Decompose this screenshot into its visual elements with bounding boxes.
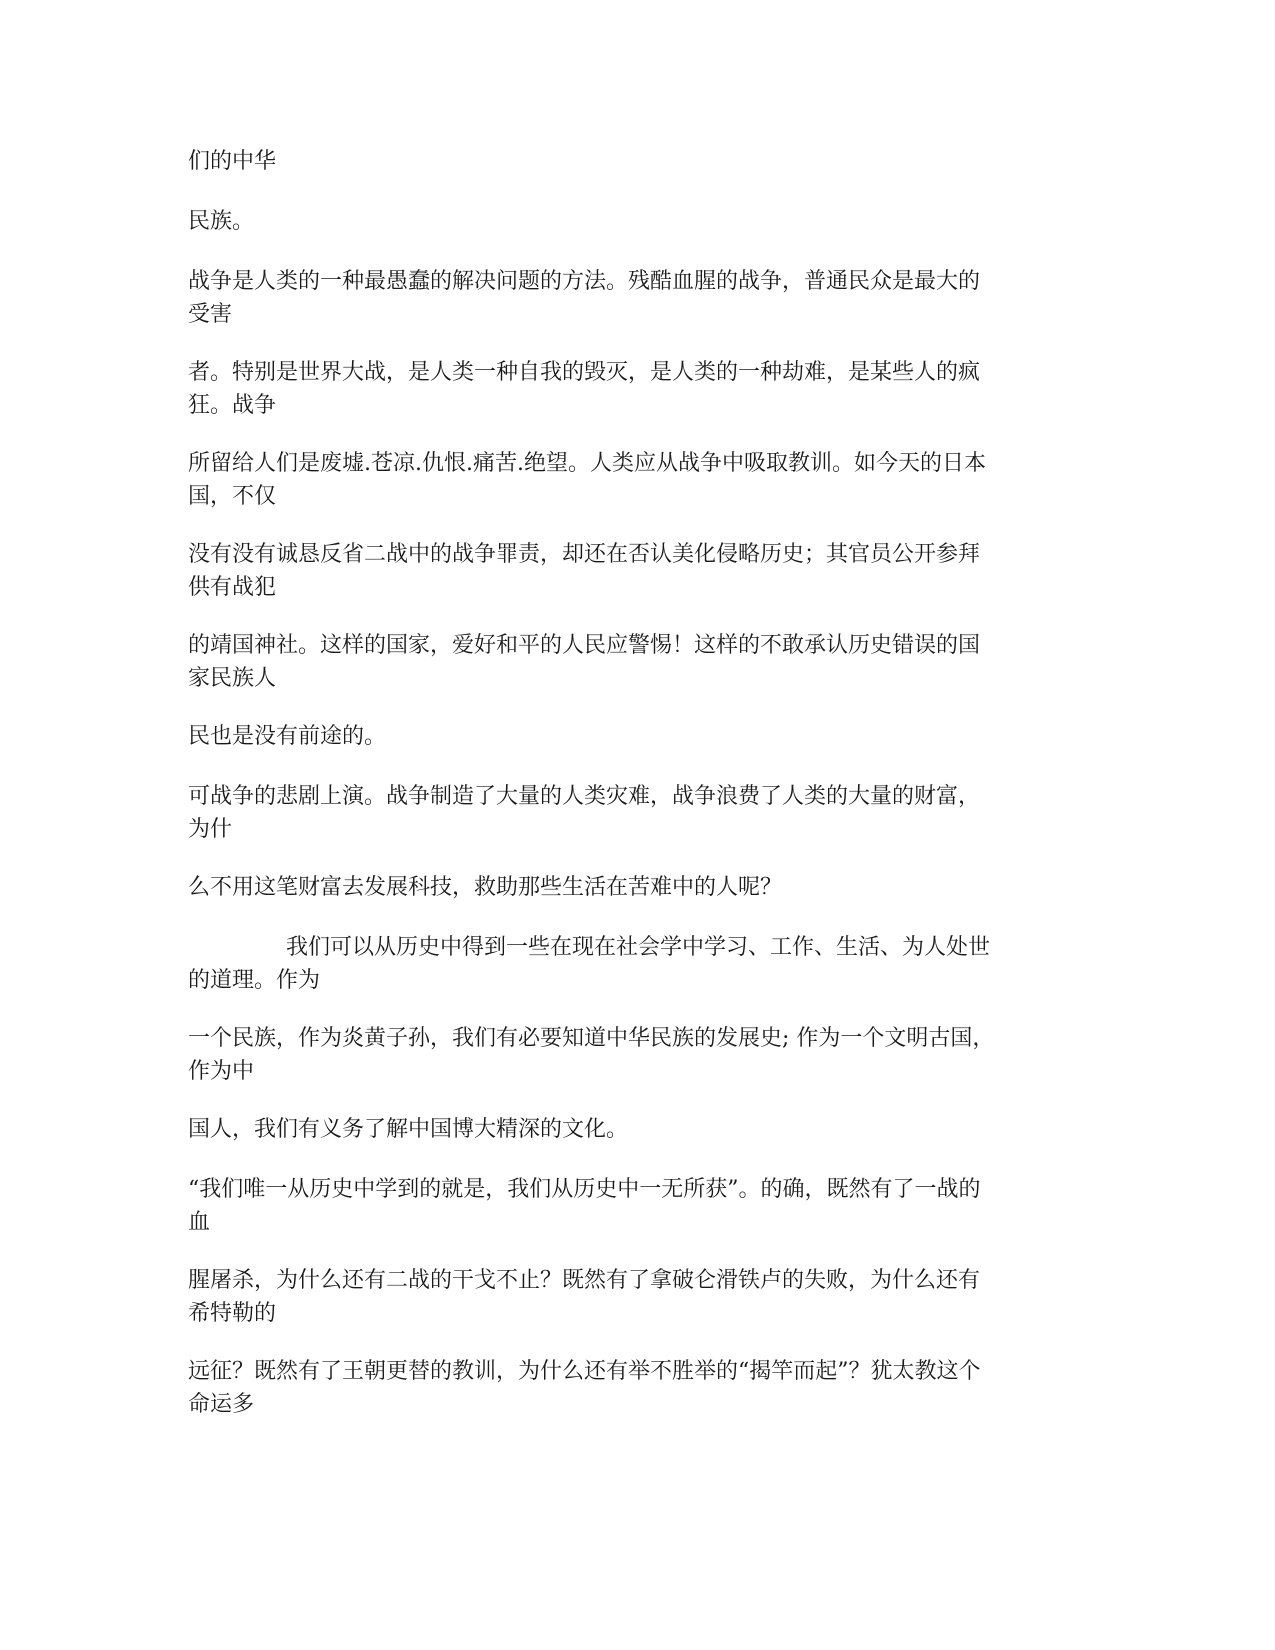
paragraph-4 [188,356,1093,422]
text-line: 希特勒的 [188,1301,277,1326]
paragraph-8 [188,720,1093,753]
paragraph-6 [188,538,1093,604]
text-line: 国，不仅 [188,484,277,509]
text-line: 供有战犯 [188,575,277,600]
text-line: 么不用这笔财富去发展科技，救助那些生活在苦难中的人呢？ [188,875,783,900]
text-line: 作为中 [188,1059,255,1084]
text-line: 的靖国神社。这样的国家，爱好和平的人民应警惕！这样的不敢承认历史错误的国 [188,633,981,658]
text-line: 者。特别是世界大战，是人类一种自我的毁灭，是人类的一种劫难，是某些人的疯 [188,360,981,385]
paragraph-12 [188,1022,1093,1088]
paragraph-14 [188,1173,1093,1239]
text-line: 没有没有诚恳反省二战中的战争罪责，却还在否认美化侵略历史；其官员公开参拜 [188,542,981,567]
paragraph-3 [188,265,1093,331]
text-line: 远征？既然有了王朝更替的教训，为什么还有举不胜举的“揭竿而起”？犹太教这个 [188,1359,981,1384]
paragraph-5 [188,447,1093,513]
paragraph-7 [188,629,1093,695]
text-line: 所留给人们是废墟.苍凉.仇恨.痛苦.绝望。人类应从战争中吸取教训。如今天的日本 [188,451,986,476]
paragraph-13 [188,1113,1093,1146]
paragraph-2 [188,205,1093,238]
paragraph-11 [188,931,1093,997]
text-line: 可战争的悲剧上演。战争制造了大量的人类灾难，战争浪费了人类的大量的财富， [188,784,981,809]
text-line: 国人，我们有义务了解中国博大精深的文化。 [188,1117,629,1142]
text-line: 腥屠杀，为什么还有二战的干戈不止？既然有了拿破仑滑铁卢的失败，为什么还有 [188,1268,981,1293]
text-line: 民族。 [188,209,255,234]
paragraph-1 [188,145,1093,178]
paragraph-15 [188,1264,1093,1330]
text-line: 家民族人 [188,666,277,691]
paragraph-10 [188,871,1093,904]
paragraph-16 [188,1355,1093,1421]
text-line: 一个民族，作为炎黄子孙，我们有必要知道中华民族的发展史; 作为一个文明古国， [188,1026,995,1051]
text-line: 血 [188,1210,211,1235]
text-line: “我们唯一从历史中学到的就是，我们从历史中一无所获”。的确，既然有了一战的 [188,1177,981,1202]
text-line: 狂。战争 [188,393,277,418]
text-line: 们的中华 [188,149,277,174]
text-line: 我们可以从历史中得到一些在现在社会学中学习、工作、生活、为人处世 [286,935,991,960]
text-line: 民也是没有前途的。 [188,724,387,749]
text-line: 受害 [188,302,233,327]
paragraph-9 [188,780,1093,846]
text-line: 命运多 [188,1392,255,1417]
text-line: 的道理。作为 [188,968,321,993]
text-line: 为什 [188,817,233,842]
text-line: 战争是人类的一种最愚蠢的解决问题的方法。残酷血腥的战争，普通民众是最大的 [188,269,981,294]
